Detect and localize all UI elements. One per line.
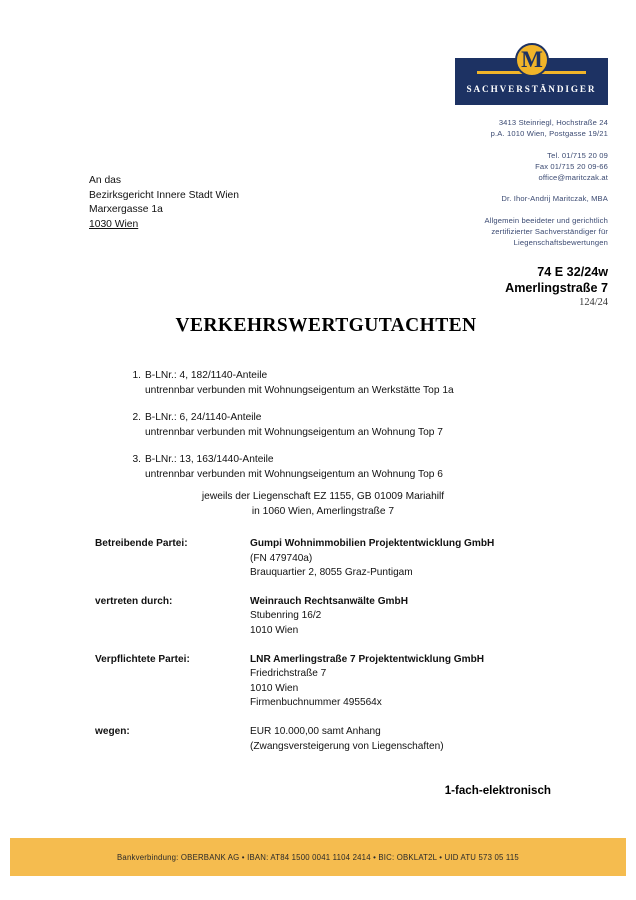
list-item — [127, 453, 567, 482]
parties-block — [95, 537, 565, 754]
lot-list — [127, 369, 567, 483]
recipient-court-name: Bezirksgericht Innere Stadt Wien — [89, 189, 239, 201]
property-note — [0, 489, 636, 519]
list-item-share: B-LNr.: 13, 163/1440-Anteile — [145, 454, 274, 466]
recipient-city: 1030 Wien — [89, 219, 139, 231]
party-row-wegen — [95, 725, 565, 754]
list-item-description: untrennbar verbunden mit Wohnungseigentum an Wohnung Top 7 — [145, 426, 443, 438]
party-detail-1: Stubenring 16/2 — [250, 610, 322, 622]
party-value — [250, 537, 565, 581]
claim-type: (Zwangsversteigerung von Liegenschaften) — [250, 740, 444, 752]
list-item-number: 1. — [132, 370, 141, 381]
contact-address-line1: 3413 Steinriegl, Hochstraße 24 — [498, 118, 608, 127]
party-name: Weinrauch Rechtsanwälte GmbH — [250, 595, 408, 607]
page-title: VERKEHRSWERTGUTACHTEN — [175, 315, 477, 336]
contact-person-group — [348, 193, 608, 204]
logo-monogram-circle-icon — [515, 43, 549, 77]
qualification-line3: Liegenschaftsbewertungen — [513, 238, 608, 248]
party-detail-2: 1010 Wien — [250, 682, 299, 694]
party-label: wegen: — [95, 725, 130, 737]
list-item-share: B-LNr.: 4, 182/1140-Anteile — [145, 370, 268, 381]
list-item — [127, 369, 567, 398]
property-note-line1: jeweils der Liegenschaft EZ 1155, GB 01009 Mariahilf — [201, 491, 445, 502]
logo-wordmark: SACHVERSTÄNDIGER — [466, 84, 597, 94]
case-number: 74 E 32/24w — [537, 265, 608, 279]
claim-amount: EUR 10.000,00 samt Anhang — [250, 725, 381, 737]
contact-phone: Tel. 01/715 20 09 — [547, 150, 608, 160]
party-name: Gumpi Wohnimmobilien Projektentwicklung GmbH — [250, 538, 495, 549]
company-logo — [455, 40, 608, 106]
contact-comms-group — [348, 150, 608, 184]
list-item-number: 2. — [132, 412, 141, 424]
contact-email: office@maritczak.at — [538, 173, 608, 183]
recipient-address-block — [89, 174, 239, 233]
party-detail-3: Firmenbuchnummer 495564x — [250, 697, 382, 709]
party-value — [250, 725, 565, 754]
copies-note: 1-fach-elektronisch — [444, 784, 551, 797]
party-label: vertreten durch: — [95, 595, 173, 607]
recipient-street: Marxergasse 1a — [89, 204, 163, 216]
qualification-line1: Allgemein beeideter und gerichtlich — [484, 215, 608, 225]
list-item — [127, 411, 567, 440]
property-note-line2: in 1060 Wien, Amerlingstraße 7 — [251, 506, 395, 517]
party-detail-1: (FN 479740a) — [250, 552, 313, 564]
logo-monogram-letter: M — [521, 47, 543, 72]
list-item-share: B-LNr.: 6, 24/1140-Anteile — [145, 412, 262, 424]
list-item-number: 3. — [132, 454, 141, 466]
party-row-vertreten-durch — [95, 595, 565, 639]
contact-person-name: Dr. Ihor-Andrij Maritczak, MBA — [501, 194, 608, 204]
list-item-description: untrennbar verbunden mit Wohnungseigentum an Wohnung Top 6 — [145, 468, 443, 480]
contact-fax: Fax 01/715 20 09-66 — [535, 161, 608, 171]
footer-bank-details: Bankverbindung: OBERBANK AG • IBAN: AT84 1500 0041 1104 2414 • BIC: OBKLAT2L • UID ATU 573 05 115 — [117, 852, 519, 862]
footer-bar — [10, 838, 626, 876]
party-row-betreibende — [95, 537, 565, 581]
party-detail-1: Friedrichstraße 7 — [250, 668, 327, 680]
contact-qualification-group — [348, 215, 608, 249]
party-label: Verpflichtete Partei: — [95, 653, 190, 665]
party-detail-2: 1010 Wien — [250, 624, 299, 636]
qualification-line2: zertifizierter Sachverständiger für — [491, 227, 608, 237]
party-value — [250, 653, 565, 711]
party-value — [250, 595, 565, 639]
case-file-number: 124/24 — [579, 297, 608, 308]
contact-block — [348, 117, 608, 249]
party-row-verpflichtete — [95, 653, 565, 711]
contact-address-group — [348, 117, 608, 140]
party-label: Betreibende Partei: — [95, 538, 188, 549]
case-property-address: Amerlingstraße 7 — [505, 281, 608, 295]
contact-address-line2: p.A. 1010 Wien, Postgasse 19/21 — [490, 129, 608, 139]
list-item-description: untrennbar verbunden mit Wohnungseigentum an Werkstätte Top 1a — [145, 384, 454, 396]
recipient-line1: An das — [89, 175, 122, 186]
party-name: LNR Amerlingstraße 7 Projektentwicklung GmbH — [250, 653, 485, 665]
party-detail-2: Brauquartier 2, 8055 Graz-Puntigam — [250, 567, 413, 579]
case-reference-block — [308, 264, 608, 310]
